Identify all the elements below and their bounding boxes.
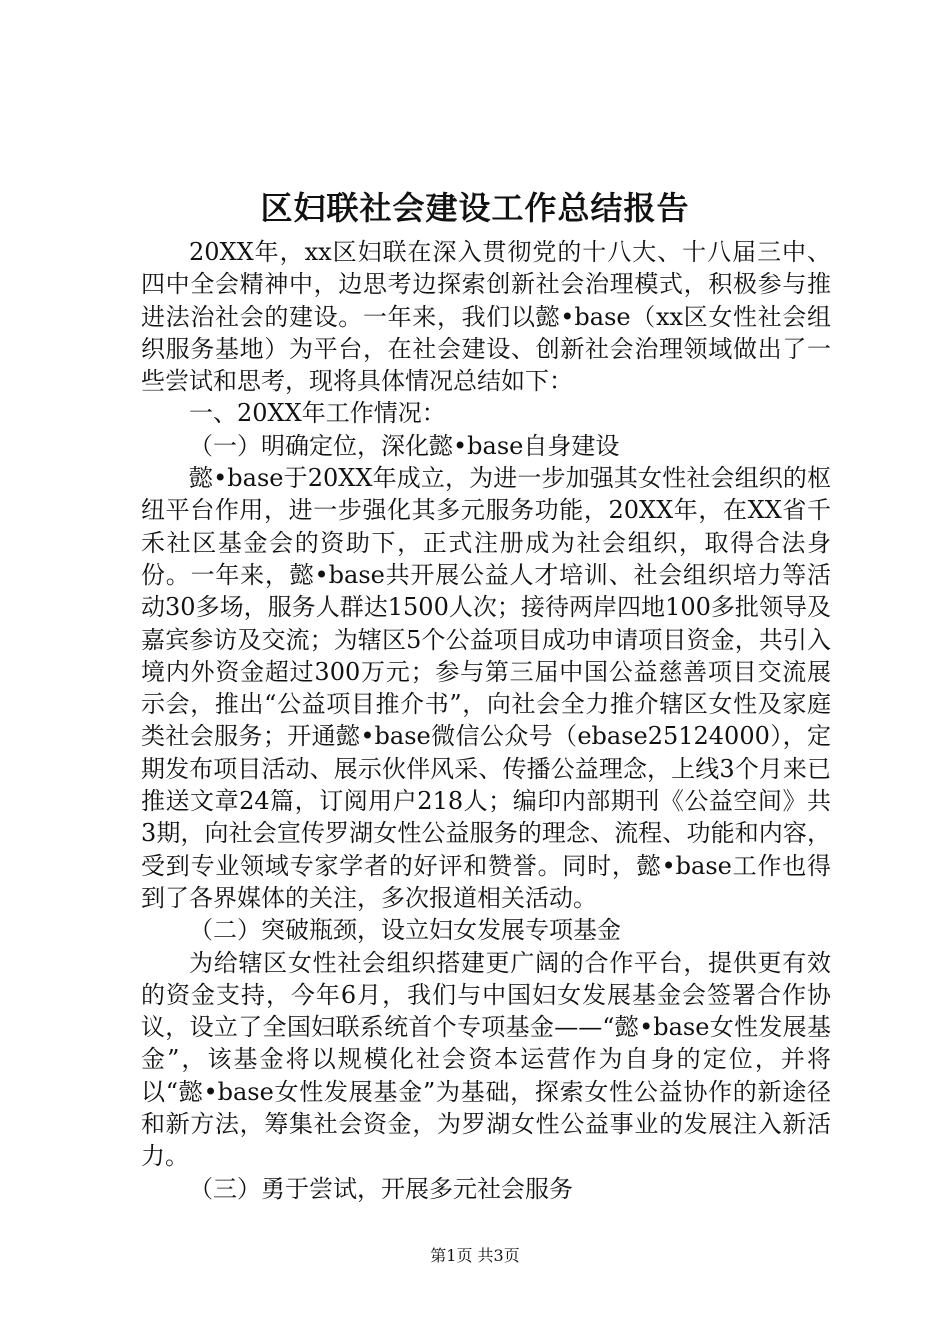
paragraph-ebase: 懿•base于20XX年成立，为进一步加强其女性社会组织的枢纽平台作用，进一步强化其多元服务功能，20XX年，在XX省千禾社区基金会的资助下，正式注册成为社会组织，取得合法身份。一年来，懿•base共开展公益人才培训、社会组织培力等活动30多场，服务人群达1500人次；接待两岸四地100多批领导及嘉宾参访及交流；为辖区5个公益项目成功申请项目资金，共引入境内外资金超过300万元；参与第三届中国公益慈善项目交流展示会，推出“公益项目推介书”，向社会全力推介辖区女性及家庭类社会服务；开通懿•base微信公众号（ebase25124000），定期发布项目活动、展示伙伴风采、传播公益理念，上线3个月来已推送文章24篇，订阅用户218人；编印内部期刊《公益空间》共3期，向社会宣传罗湖女性公益服务的理念、流程、功能和内容，受到专业领域专家学者的好评和赞誉。同时，懿•base工作也得到了各界媒体的关注，多次报道相关活动。 [141, 464, 831, 912]
subsection-heading-1: （一）明确定位，深化懿•base自身建设 [189, 431, 620, 460]
page-number-footer: 第1页 共3页 [430, 1246, 520, 1265]
paragraph-intro: 20XX年，xx区妇联在深入贯彻党的十八大、十八届三中、四中全会精神中，边思考边探索创新社会治理模式，积极参与推进法治社会的建设。一年来，我们以懿•base（xx区女性社会组织服务基地）为平台，在社会建设、创新社会治理领域做出了一些尝试和思考，现将具体情况总结如下： [141, 238, 831, 396]
document-body [141, 236, 831, 1205]
subsection-heading-3: （三）勇于尝试，开展多元社会服务 [189, 1174, 573, 1203]
subsection-heading-2: （二）突破瓶颈，设立妇女发展专项基金 [189, 916, 621, 945]
document-title: 区妇联社会建设工作总结报告 [260, 189, 690, 227]
paragraph-fund: 为给辖区女性社会组织搭建更广阔的合作平台，提供更有效的资金支持，今年6月，我们与中国妇女发展基金会签署合作协议，设立了全国妇联系统首个专项基金——“懿•base女性发展基金”，该基金将以规模化社会资本运营作为自身的定位，并将以“懿•base女性发展基金”为基础，探索女性公益协作的新途径和新方法，筹集社会资金，为罗湖女性公益事业的发展注入新活力。 [141, 948, 831, 1171]
section-heading-1: 一、20XX年工作情况： [189, 399, 446, 428]
